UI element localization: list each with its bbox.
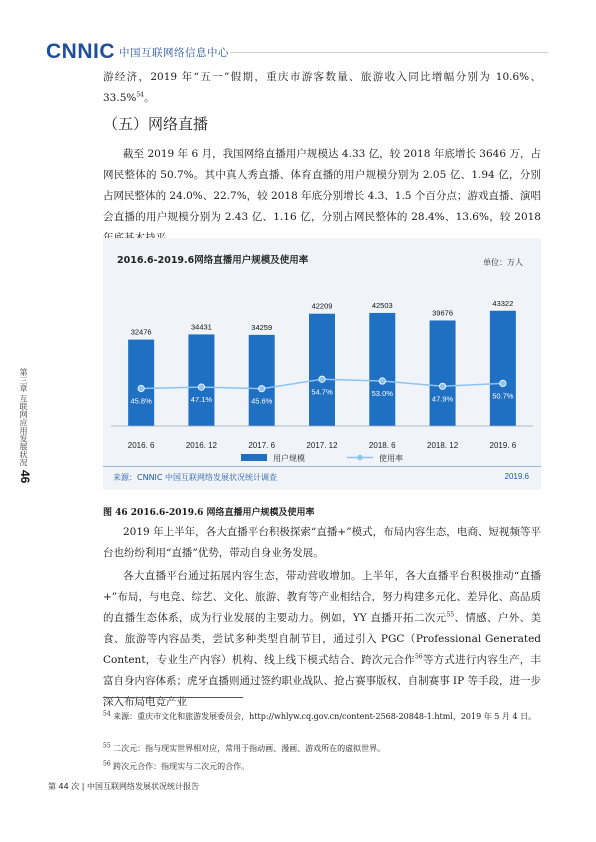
bar-value-label-1: 34431 <box>190 322 212 332</box>
footnote-55 <box>103 741 543 757</box>
rate-value-label-6: 50.7% <box>492 391 514 401</box>
paragraph-3 <box>103 566 541 713</box>
bar-value-label-4: 42503 <box>371 300 393 310</box>
footnote-54-number: 54 <box>103 710 111 718</box>
header-rule <box>230 52 548 53</box>
paragraph-1: 截至 2019 年 6 月，我国网络直播用户规模达 4.33 亿，较 2018 年底增长 3646 万，占网民整体的 50.7%。其中真人秀直播、体育直播的用户规模分别为 2.05 亿、1.94 亿，分别占网民整体的 24.0%、22.7%，较 2018 年底分别增长 4.3、1.5 个百分点；游戏直播、演唱会直播的用户规模分别为 2.43 亿、1.16 亿，分别占网民整体的 28.4%、13.6%，较 2018 <box>103 148 541 223</box>
cnnic-logo: CNNIC <box>46 40 115 63</box>
chart-source-label: 来源：CNNIC 中国互联网络发展状况统计调查 <box>113 473 278 482</box>
chapter-side-label: 第三章 互联网应用发展状况 <box>19 368 28 467</box>
chart-panel <box>103 238 541 490</box>
bar-4 <box>369 313 395 426</box>
legend-bar-swatch <box>241 454 267 461</box>
footnote-56-number: 56 <box>103 760 111 768</box>
bar-2 <box>249 335 275 426</box>
bar-3 <box>309 314 335 426</box>
bar-value-label-6: 43322 <box>492 298 514 308</box>
footnote-54-text: 来源：重庆市文化和旅游发展委员会，http://whlyw.cq.gov.cn/content-2568-20848-1.html，2019 年 5 月 4 日。 <box>110 712 537 721</box>
legend-rate-label: 使用率 <box>379 454 403 463</box>
section-title: （五）网络直播 <box>103 115 209 133</box>
legend-bar-label: 用户规模 <box>273 454 305 463</box>
x-tick-label-1: 2016. 12 <box>185 441 217 450</box>
bar-6 <box>490 311 516 426</box>
paragraph-2: 2019 年上半年，各大直播平台积极探索“直播+”模式，布局内容生态，电商、短视频等平台也纷纷利用“直播”优势，带动自身业务发展。 <box>103 526 541 559</box>
paragraph-top-end: 。 <box>144 92 155 104</box>
page-footer: 第 44 次 | 中国互联网络发展状况统计报告 <box>48 782 200 791</box>
bar-value-label-0: 32476 <box>130 327 152 337</box>
rate-point-2 <box>259 385 265 391</box>
rate-value-label-4: 53.0% <box>371 389 393 399</box>
x-tick-label-3: 2017. 12 <box>306 441 338 450</box>
footnote-ref-56: 56 <box>414 653 423 661</box>
rate-point-0 <box>138 385 144 391</box>
chart-source-date: 2019.6 <box>504 472 529 481</box>
paragraph-top-text: 游经济，2019 年“五一”假期，重庆市游客数量、旅游收入同比增幅分别为 10.6%、33.5% <box>103 71 541 104</box>
paragraph-3-part-c: 等方式进行内容生产，丰富自身内容体系；虎牙直播则通过签约职业战队、抢占赛事版权、自制赛事 IP 等手段，进一步深入布局电竞产业 <box>103 654 541 708</box>
bar-0 <box>128 340 154 426</box>
rate-value-label-3: 54.7% <box>311 387 333 397</box>
x-tick-label-6: 2019. 6 <box>489 441 517 450</box>
footnote-56 <box>103 759 543 775</box>
x-tick-label-4: 2018. 6 <box>368 441 396 450</box>
bar-value-label-5: 39676 <box>432 308 454 318</box>
chart-source-rule <box>103 466 541 467</box>
rate-value-label-2: 45.6% <box>251 396 273 406</box>
chart-title: 2016.6-2019.6网络直播用户规模及使用率 <box>117 255 309 266</box>
bar-1 <box>188 334 214 426</box>
rate-point-6 <box>500 380 506 386</box>
x-tick-label-5: 2018. 12 <box>427 441 459 450</box>
bar-value-label-3: 42209 <box>311 301 333 311</box>
rate-value-label-0: 45.8% <box>130 396 152 406</box>
rate-point-1 <box>198 384 204 390</box>
bar-value-label-2: 34259 <box>251 322 273 332</box>
footnote-54 <box>103 709 543 725</box>
x-tick-label-2: 2017. 6 <box>248 441 276 450</box>
footnote-55-number: 55 <box>103 742 111 750</box>
rate-point-4 <box>379 378 385 384</box>
rate-point-3 <box>319 376 325 382</box>
chart-source-row <box>103 470 541 486</box>
side-page-number: 46 <box>18 470 32 484</box>
chart-unit-label: 单位：万人 <box>483 258 523 267</box>
rate-point-5 <box>439 383 445 389</box>
bar-5 <box>430 320 456 426</box>
footnote-55-text: 二次元：指与现实世界相对应，常用于指动画、漫画、游戏所在的虚拟世界。 <box>110 744 386 753</box>
footnote-ref-55: 55 <box>446 611 455 619</box>
paragraph-3-part-a: 各大直播平台通过拓展内容生态，带动营收增加。上半年，各大直播平台积极推动“直播+”布局，与电竞、综艺、文化、旅游、教育等产业相结合，努力构建多元化、差异化、高品质的直播生态体系，成为行业发展的主要动力。例如，YY 直播开拓二次元 <box>103 570 541 624</box>
rate-value-label-5: 47.9% <box>431 394 454 404</box>
x-tick-label-0: 2016. 6 <box>127 441 155 450</box>
chart-svg <box>103 238 541 490</box>
rate-value-label-1: 47.1% <box>190 395 213 405</box>
cnnic-logo-subtext: 中国互联网络信息中心 <box>119 46 229 59</box>
legend-rate-marker <box>357 455 363 461</box>
footnote-56-text: 跨次元合作：指现实与二次元的合作。 <box>110 762 250 771</box>
footnote-ref-54: 54 <box>136 91 144 99</box>
paragraph-top <box>103 67 541 109</box>
footnote-rule <box>103 697 243 698</box>
paragraph-3-part-b: 、情感、户外、美食、旅游等内容品类，尝试多种类型自制节目，通过引入 PGC（Professional Generated Content，专业生产内容）机构、线上线下模式结合、跨次元合作 <box>103 612 541 666</box>
header-logo <box>46 40 229 64</box>
figure-caption: 图 46 2016.6-2019.6 网络直播用户规模及使用率 <box>103 508 315 518</box>
